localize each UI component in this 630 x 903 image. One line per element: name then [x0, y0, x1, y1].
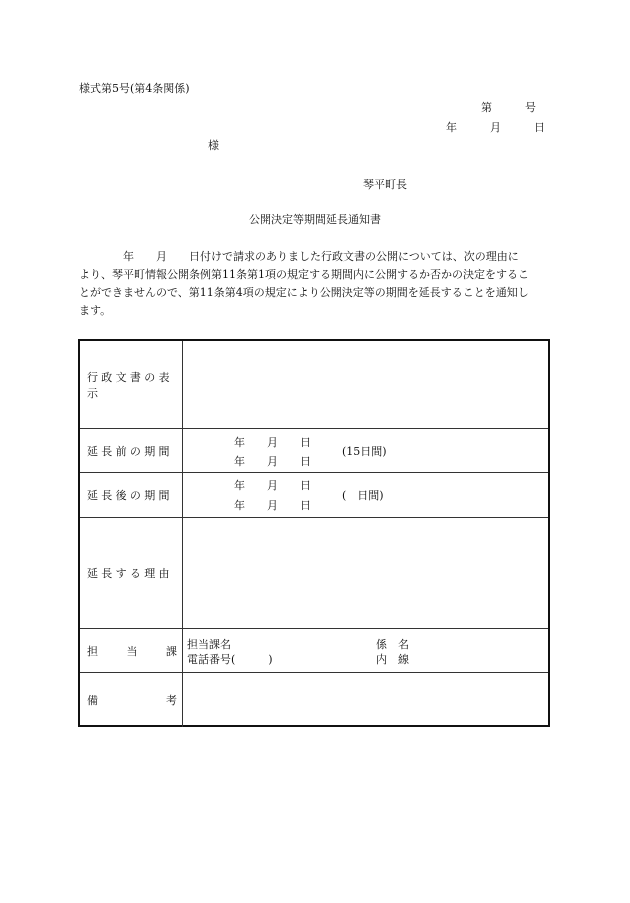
row-header: [80, 518, 183, 628]
before-period-field[interactable]: [184, 429, 548, 472]
remarks-label-char: 考: [166, 694, 177, 707]
contact-field[interactable]: [184, 629, 548, 672]
phone-number-label: 電話番号( ): [187, 653, 273, 666]
body-line: 年 月 日付けで請求のありました行政文書の公開については、次の理由に: [79, 250, 519, 263]
before-days-count: (15日間): [342, 445, 387, 458]
contact-label: [87, 643, 177, 659]
issuer-name: 琴平町長: [363, 178, 407, 191]
notice-body: [79, 248, 553, 320]
after-start-date: 年 月 日: [234, 479, 311, 492]
extension-reason-label: 延長する理由: [87, 567, 173, 580]
remarks-field[interactable]: [184, 673, 548, 727]
remarks-label: [87, 692, 177, 708]
extension-label: 内 線: [376, 653, 409, 666]
body-line: とができませんので、第11条第4項の規定により公開決定等の期間を延長することを通知し: [79, 286, 529, 299]
contact-label-char: 担: [87, 644, 98, 658]
table-row-reason: [80, 518, 548, 629]
after-period-field[interactable]: [184, 473, 548, 517]
table-row-after-period: [80, 473, 548, 518]
before-period-label: 延長前の期間: [87, 444, 173, 458]
table-row-before-period: [80, 429, 548, 473]
row-header: [80, 673, 183, 727]
document-display-label: 行政文書の表示: [87, 370, 173, 400]
before-end-date: 年 月 日: [234, 455, 311, 468]
after-days-count: ( 日間): [342, 489, 384, 502]
document-display-field[interactable]: [184, 341, 548, 428]
row-header: [80, 341, 183, 428]
department-name-label: 担当課名: [187, 638, 231, 651]
table-row-contact: [80, 629, 548, 673]
document-number-label: 第 号: [481, 101, 536, 114]
after-period-label: 延長後の期間: [87, 489, 173, 502]
staff-name-label: 係 名: [376, 638, 409, 651]
table-row-remarks: [80, 673, 548, 727]
body-line: より、琴平町情報公開条例第11条第1項の規定する期間内に公開するか否かの決定をするこ: [79, 268, 529, 281]
extension-reason-field[interactable]: [184, 518, 548, 628]
notice-table: [78, 339, 550, 727]
document-title: 公開決定等期間延長通知書: [249, 213, 381, 226]
before-start-date: 年 月 日: [234, 436, 311, 449]
remarks-label-char: 備: [87, 694, 98, 707]
body-line: ます。: [79, 304, 112, 317]
contact-label-char: 課: [166, 644, 177, 658]
form-number-label: 様式第5号(第4条関係): [79, 82, 190, 95]
after-end-date: 年 月 日: [234, 499, 311, 512]
row-header: [80, 429, 183, 472]
row-header: [80, 473, 183, 517]
issue-date-line: 年 月 日: [446, 121, 545, 134]
row-header: [80, 629, 183, 672]
table-row-document: [80, 341, 548, 429]
contact-label-char: 当: [126, 644, 138, 658]
addressee-honorific: 様: [208, 139, 219, 152]
